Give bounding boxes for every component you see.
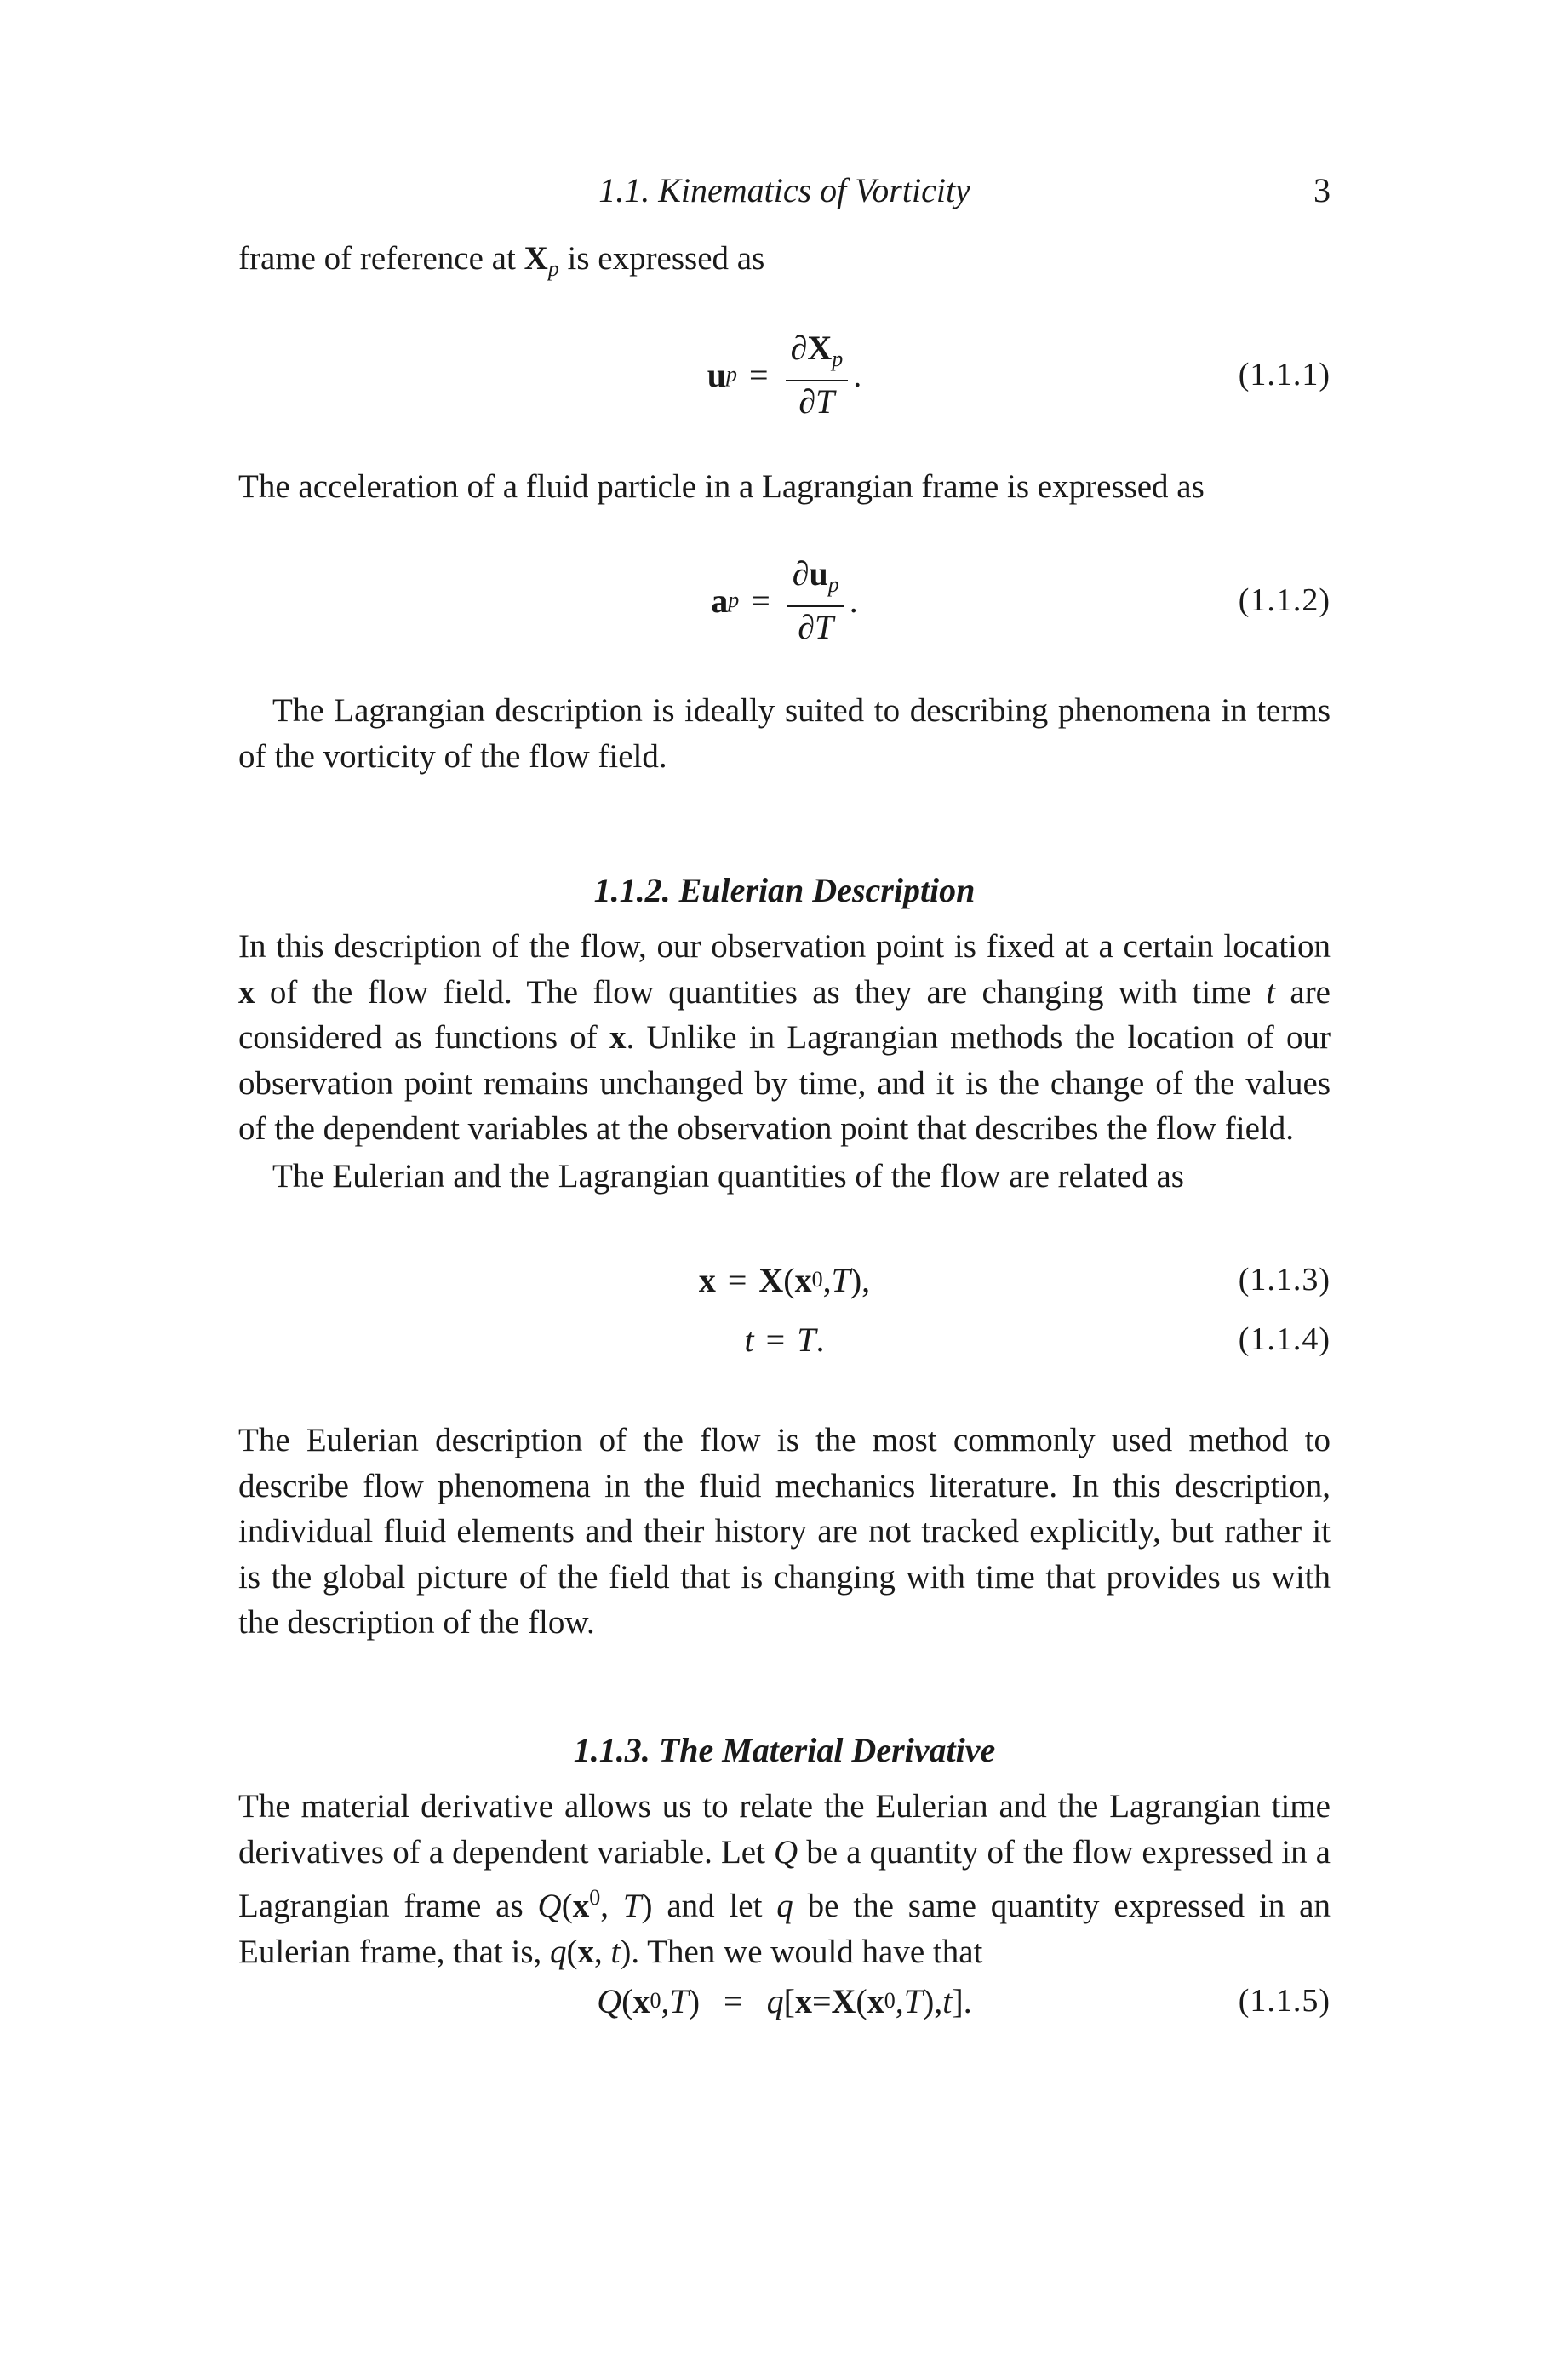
equation-body: u p = $\frac{\partial X_p}{\partial T}$ . (707, 328, 862, 421)
equation-number: (1.1.3) (1238, 1262, 1331, 1298)
subscript-p: p (547, 256, 559, 281)
equation-1-1-2 (238, 553, 1331, 647)
equation-1-1-1 (238, 328, 1331, 421)
section-heading-eulerian: 1.1.2. Eulerian Description (593, 871, 976, 909)
paragraph-frame-reference: frame of reference at $X_p$ is expressed as (238, 240, 765, 281)
running-head (238, 170, 1331, 221)
paragraph-eulerian-description: In this description of the flow, our observation point is fixed at a certain location x of the flow field. The flow quantities as they are changing with time t are considered as functions of x. Unlike in Lagrangian methods the location of our observation point remains unchanged by time, and it is the change of the values of the dependent variables at the observation point that describes the flow field. (238, 928, 1331, 1147)
equation-number: (1.1.2) (1238, 582, 1331, 618)
equation-1-1-5 (238, 1975, 1331, 2026)
book-page (238, 162, 1331, 2290)
equation-body: a p = $\frac{\partial u_p}{\partial T}$ . (711, 553, 858, 646)
symbol-X: X (524, 240, 548, 277)
equation-1-1-4 (238, 1314, 1331, 1365)
fraction: $\frac{\partial X_p}{\partial T}$ (786, 328, 849, 422)
equation-number: (1.1.5) (1238, 1983, 1331, 2019)
equation-number: (1.1.4) (1238, 1321, 1331, 1357)
paragraph-material-derivative: The material derivative allows us to relate the Eulerian and the Lagrangian time derivatives of a dependent variable. Let Q be a quantity of the flow expressed in a Lagrangian frame as $Q(x^0$, T) and let q be the same quantity expressed in an Eulerian frame, that is, q(x, t). Then we would have that (238, 1788, 1331, 1970)
paragraph-eulerian-common: The Eulerian description of the flow is the most commonly used method to describe flow phenomena in the fluid mechanics literature. In this description, individual fluid elements and their history are not tracked explicitly, but rather it is the global picture of the field that is changing with time that provides us with the description of the flow. (238, 1422, 1331, 1641)
equation-number: (1.1.1) (1238, 357, 1331, 392)
paragraph-lagrangian-description: The Lagrangian description is ideally suited to describing phenomena in terms of the vorticity of the flow field. (238, 692, 1331, 775)
equation-1-1-3 (238, 1254, 1331, 1305)
fraction: $\frac{\partial u_p}{\partial T}$ (787, 553, 844, 648)
equation-body: x = X ( x 0 , T ), (698, 1260, 871, 1299)
section-heading-material-derivative: 1.1.3. The Material Derivative (573, 1731, 996, 1769)
running-title: 1.1. Kinematics of Vorticity (598, 171, 970, 209)
equation-body: Q ( x 0 , T ) = q [ x = X ( x 0 , T ), t ]. (597, 1981, 972, 2020)
paragraph-acceleration: The acceleration of a fluid particle in a Lagrangian frame is expressed as (238, 468, 1205, 505)
paragraph-related: The Eulerian and the Lagrangian quantities of the flow are related as (272, 1158, 1184, 1195)
equation-body: t = T . (744, 1320, 825, 1359)
page-number: 3 (1313, 171, 1331, 209)
